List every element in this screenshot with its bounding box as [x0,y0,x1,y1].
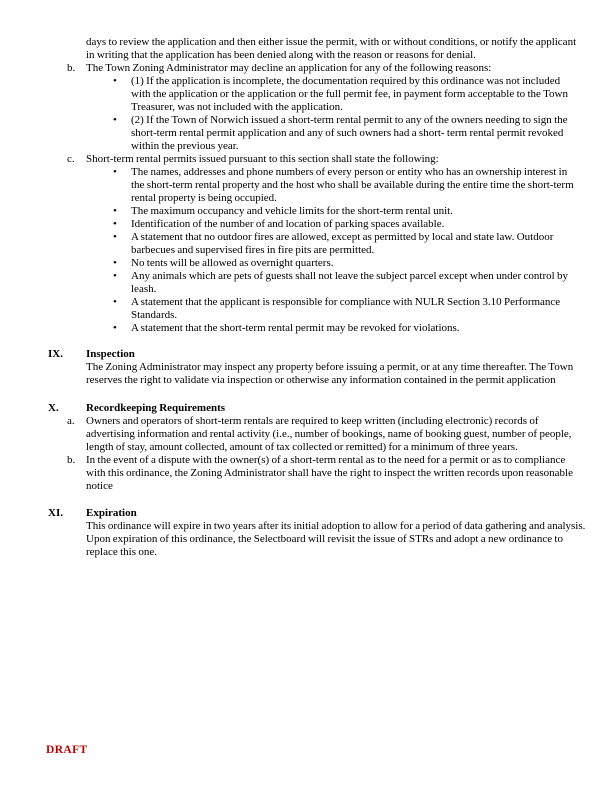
bullet-text: Any animals which are pets of guests shall not leave the subject parcel except when under control by leash. [131,270,569,295]
list-item-a [67,415,586,454]
bullet-text: (2) If the Town of Norwich issued a short-term rental permit to any of the owners needing to sign the short-term rental permit application and any of such owners had a short- term rental permit revoked within the previous year. [131,114,568,152]
bullet-icon: • [113,114,117,126]
section-numeral: XI. [48,507,63,519]
bullet-icon: • [113,231,117,243]
list-marker-c: c. [67,153,75,165]
bullet-item [113,270,579,296]
list-item-b-text: In the event of a dispute with the owner(s) of a short-term rental as to the need for a permit or as to compliance with this ordinance, the Zoning Administrator shall have the right to inspect the written records upon reasonable notice [86,454,573,492]
bullet-item [113,296,579,322]
section-title: Inspection [86,348,135,360]
bullet-icon: • [113,166,117,178]
section-numeral: X. [48,402,59,414]
bullet-icon: • [113,322,117,334]
list-item-a-text: Owners and operators of short-term rentals are required to keep written (including electronic) records of advertising information and rental activity (i.e., number of bookings, name of booking guest, number of people, length of stay, amount collected, amount of tax collected or remitted) for a minimum of three years. [86,415,572,453]
bullet-text: No tents will be allowed as overnight quarters. [131,257,334,269]
list-item-b [67,62,586,75]
list-marker-b: b. [67,62,76,74]
bullet-item [113,205,579,218]
list-item-b-text: The Town Zoning Administrator may decline an application for any of the following reasons: [86,62,492,74]
bullet-text: The names, addresses and phone numbers of every person or entity who has an ownership interest in the short-term rental property and the host who shall be available during the entire time the short-term rental property is being occupied. [131,166,574,204]
list-item-b [67,454,586,493]
bullet-item [113,114,579,153]
section-recordkeeping [48,402,586,493]
bullet-item [113,218,579,231]
bullet-item [113,75,579,114]
draft-watermark: DRAFT [46,744,88,756]
list-item-c [67,153,586,166]
list-marker-b: b. [67,454,76,466]
bullet-text: A statement that the applicant is responsible for compliance with NULR Section 3.10 Performance Standards. [131,296,561,321]
bullet-text: (1) If the application is incomplete, the documentation required by this ordinance was not included with the application or the application or the full permit fee, in payment form acceptable to the Town Treasurer, was not included with the application. [131,75,568,113]
bullet-text: A statement that the short-term rental permit may be revoked for violations. [131,322,460,334]
section-heading [48,507,586,520]
section-body: This ordinance will expire in two years after its initial adoption to allow for a period of data gathering and analysis. Upon expiration of this ordinance, the Selectboard will revisit the issue of STRs and adopt a new ordinance to replace this one. [86,520,586,558]
bullet-icon: • [113,205,117,217]
bullet-item [113,322,579,335]
section-inspection [48,348,586,387]
section-numeral: IX. [48,348,63,360]
paragraph-continuation: days to review the application and then either issue the permit, with or without conditions, or notify the applicant in writing that the application has been denied along with the reason or reasons for denial. [86,36,577,61]
bullet-text: The maximum occupancy and vehicle limits for the short-term rental unit. [131,205,453,217]
list-marker-a: a. [67,415,75,427]
bullet-text: A statement that no outdoor fires are allowed, except as permitted by local and state law. Outdoor barbecues and supervised fires in fire pits are permitted. [131,231,554,256]
section-expiration [48,507,586,559]
list-item-c-text: Short-term rental permits issued pursuant to this section shall state the following: [86,153,439,165]
bullet-icon: • [113,257,117,269]
bullet-icon: • [113,218,117,230]
section-heading [48,348,586,361]
bullet-icon: • [113,75,117,87]
bullet-item [113,166,579,205]
section-title: Recordkeeping Requirements [86,402,226,414]
section-body: The Zoning Administrator may inspect any property before issuing a permit, or at any time thereafter. The Town reserves the right to validate via inspection or otherwise any information contained in the permit application [86,361,574,386]
bullet-item [113,257,579,270]
bullet-item [113,231,579,257]
bullet-text: Identification of the number of and location of parking spaces available. [131,218,445,230]
section-title: Expiration [86,507,137,519]
bullet-icon: • [113,270,117,282]
bullet-icon: • [113,296,117,308]
section-heading [48,402,586,415]
